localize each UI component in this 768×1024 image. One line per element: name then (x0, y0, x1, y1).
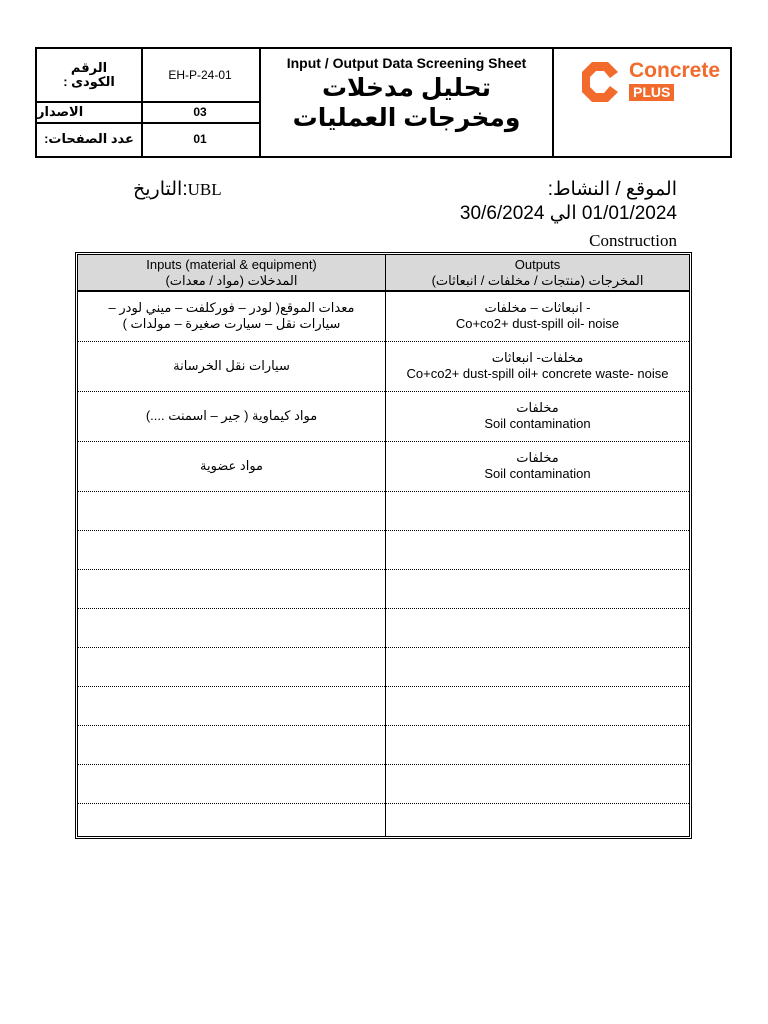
table-row (78, 291, 689, 342)
site-code: UBL (187, 180, 222, 199)
date-range: 01/01/2024 الي 30/6/2024 (459, 203, 677, 224)
table-row (78, 530, 689, 570)
logo-mark-icon (580, 60, 620, 104)
output-cell (386, 803, 689, 841)
table-row (78, 764, 689, 804)
issue-label: الاصدار (37, 103, 84, 119)
output-cell (386, 725, 689, 764)
inputs-header-en: Inputs (material & equipment) (146, 256, 317, 272)
input-cell (88, 530, 375, 569)
output-en: Co+co2+ dust-spill oil+ concrete waste- noise (406, 366, 669, 381)
issue-value: 03 (193, 104, 207, 119)
output-cell (386, 391, 689, 441)
output-en: Soil contamination (484, 416, 591, 431)
code-label: الرقم الكودى : (63, 60, 115, 89)
input-cell: مواد كيماوية ( جير – اسمنت ....) (145, 408, 318, 423)
output-ar: مخلفات (516, 450, 559, 465)
date-label: التاريخ: (133, 179, 188, 200)
table-row (78, 441, 689, 492)
title-arabic: تحليل مدخلات ومخرجات العمليات (292, 74, 521, 132)
activity-value: Construction (589, 231, 677, 250)
table-header (78, 255, 689, 292)
logo-wordmark: Concrete (629, 59, 721, 82)
input-cell: معدات الموقع( لودر – فوركلفت – ميني لودر – سيارات نقل – سيارت صغيرة – مولدات ) (108, 300, 355, 331)
output-cell (386, 530, 689, 569)
output-cell (386, 647, 689, 686)
logo-plus-badge: PLUS (629, 84, 674, 101)
inputs-header (78, 255, 385, 290)
input-cell: سيارات نقل الخرسانة (173, 358, 290, 373)
input-cell: مواد عضوية (199, 458, 264, 473)
pages-value: 01 (193, 132, 207, 146)
output-cell (386, 686, 689, 725)
output-cell (386, 341, 689, 391)
output-ar: مخلفات (516, 400, 559, 415)
input-cell (88, 803, 375, 841)
column-divider (385, 255, 386, 836)
table-row (78, 686, 689, 726)
input-cell (88, 686, 375, 725)
output-cell (386, 491, 689, 530)
table-row (78, 608, 689, 648)
company-logo (580, 60, 730, 105)
output-cell (386, 608, 689, 647)
output-cell (386, 569, 689, 608)
input-cell (88, 647, 375, 686)
table-row (78, 341, 689, 392)
output-en: Co+co2+ dust-spill oil- noise (455, 316, 620, 331)
output-ar: - انبعاثات – مخلفات (484, 300, 591, 315)
input-cell (88, 569, 375, 608)
output-cell (386, 291, 689, 341)
divider (552, 49, 554, 156)
table-row (78, 803, 689, 841)
output-ar: مخلفات- انبعاثات (491, 350, 584, 365)
table-row (78, 647, 689, 687)
input-cell (88, 608, 375, 647)
table-row (78, 491, 689, 531)
title-english: Input / Output Data Screening Sheet (286, 55, 527, 71)
output-cell (386, 441, 689, 491)
input-cell (88, 491, 375, 530)
table-row (78, 725, 689, 765)
screening-table (75, 252, 692, 839)
outputs-header-en: Outputs (514, 256, 561, 272)
input-cell (88, 725, 375, 764)
inputs-header-ar: المدخلات (مواد / معدات) (165, 272, 298, 288)
date-line (133, 178, 222, 201)
output-en: Soil contamination (484, 466, 591, 481)
site-activity-label: الموقع / النشاط: (547, 179, 677, 200)
table-row (78, 569, 689, 609)
table-row (78, 391, 689, 442)
title-block (261, 49, 552, 156)
outputs-header (386, 255, 689, 290)
output-cell (386, 764, 689, 803)
pages-label: عدد الصفحات: (44, 131, 134, 146)
code-value: EH-P-24-01 (168, 68, 232, 82)
input-cell (88, 764, 375, 803)
outputs-header-ar: المخرجات (منتجات / مخلفات / انبعاثات) (431, 272, 644, 288)
